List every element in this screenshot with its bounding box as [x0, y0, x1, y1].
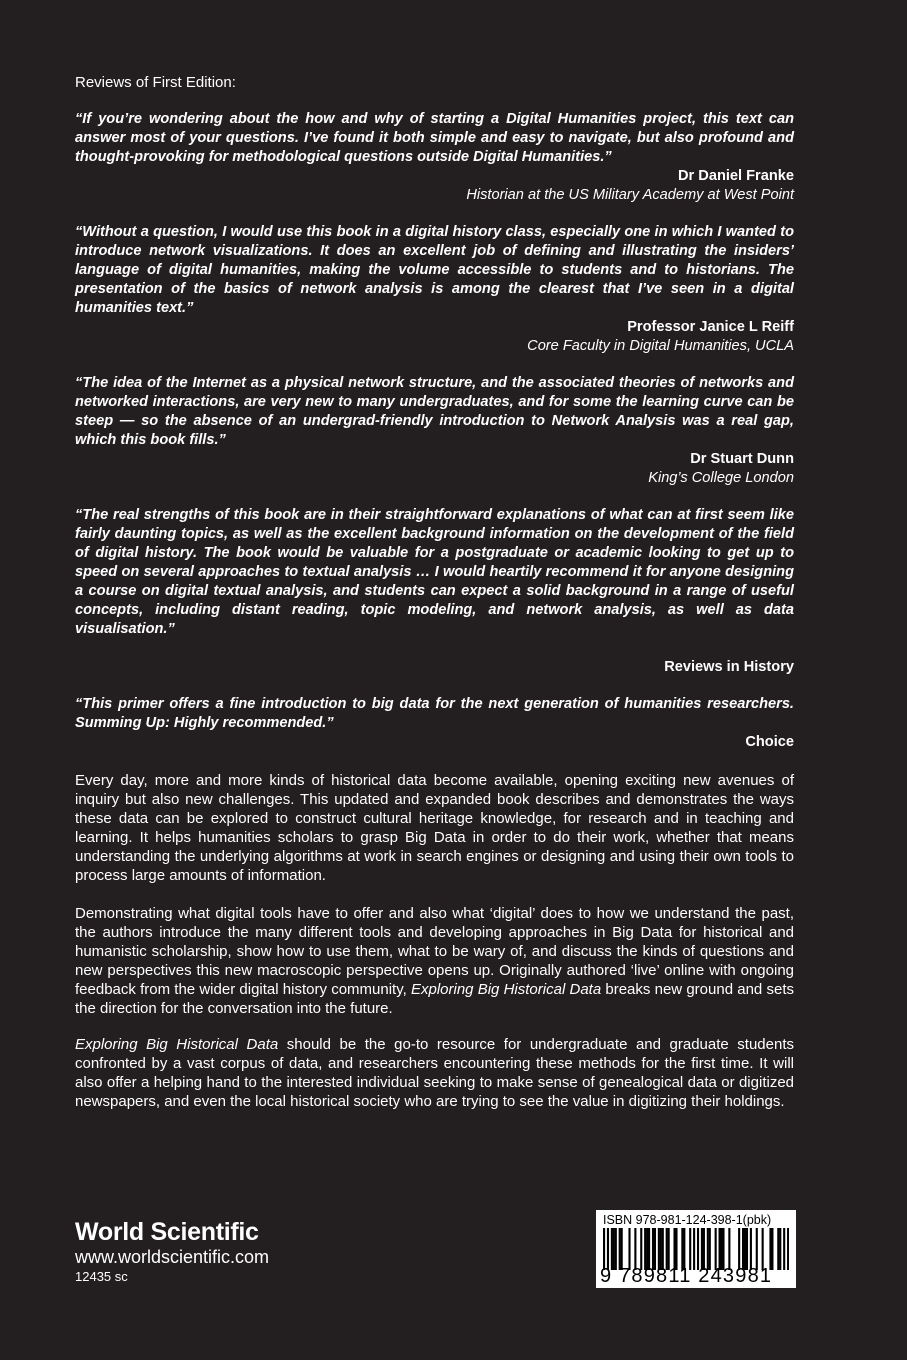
- description-text: should be the go-to resource for undergraduate and graduate students confronted by a vast corpus of data, and researchers encountering these methods for the first time. It will also offer a helping hand to the interested individual seeking to make sense of genealogical data or digitized newspapers, and even the local historical society who are trying to see the value in digitizing their holdings.: [75, 1036, 794, 1110]
- review-quote: “This primer offers a fine introduction to big data for the next generation of humanities researchers. Summing Up: Highly recommended.”: [75, 696, 794, 731]
- barcode-bar: [703, 1228, 705, 1270]
- barcode-bar: [648, 1228, 650, 1270]
- barcode-bar: [742, 1228, 744, 1270]
- publisher-url[interactable]: www.worldscientific.com: [75, 1247, 270, 1267]
- barcode-bar: [744, 1228, 746, 1270]
- review-quote: “The real strengths of this book are in their straightforward explanations of what can at first seem like fairly daunting topics, as well as the excellent background information on the development of the field of digital history. The book would be valuable for a postgraduate or academic looking to get up to speed on several approaches to textual analysis … I would heartily recommend it for anyone designing a course on digital textual analysis, and students can expect a solid background in a range of useful concepts, including distant reading, topic modeling, and network analysis, as well as data visualisation.”: [75, 507, 794, 637]
- barcode-bar: [660, 1228, 662, 1270]
- barcode-bar: [722, 1228, 724, 1270]
- barcode-bar: [652, 1228, 654, 1270]
- reviewer-affiliation: Historian at the US Military Academy at West Point: [466, 187, 794, 203]
- review-reiff: [75, 223, 794, 356]
- reviewer-affiliation: King’s College London: [648, 470, 794, 486]
- barcode-bar: [719, 1228, 721, 1270]
- barcode-bar: [697, 1228, 699, 1270]
- publisher-block: [75, 1218, 269, 1286]
- description-paragraph-1: Every day, more and more kinds of historical data become available, opening exciting new avenues of inquiry but also new challenges. This updated and expanded book describes and demonstrates the ways these data can be explored to construct cultural heritage knowledge, for research and in teaching and learning. It helps humanities scholars to grasp Big Data in order to do their work, whether that means understanding the underlying algorithms at work in search engines or designing and using their own tools to process large amounts of information.: [75, 772, 794, 884]
- isbn-barcode: [596, 1210, 796, 1288]
- barcode-bar: [673, 1228, 675, 1270]
- barcode-bar: [738, 1228, 740, 1270]
- review-franke: [75, 110, 794, 205]
- book-title: Exploring Big Historical Data: [410, 981, 602, 998]
- reviewer-name: Reviews in History: [664, 659, 794, 675]
- barcode-bar: [634, 1228, 636, 1270]
- review-quote: “Without a question, I would use this book in a digital history class, especially one in which I wanted to introduce network visualizations. It does an excellent job of defining and illustrating the insiders’ language of digital humanities, making the volume accessible to students and to historians. The presentation of the basics of network analysis is among the clearest that I’ve seen in a digital humanities text.”: [75, 224, 794, 316]
- barcode-bar: [662, 1228, 664, 1270]
- description-paragraph-3: [75, 1035, 794, 1111]
- barcode-bar: [615, 1228, 617, 1270]
- barcode-bar: [654, 1228, 656, 1270]
- barcode-bar: [666, 1228, 668, 1270]
- barcode-bar: [756, 1228, 758, 1270]
- barcode-digits: 9 789811 243981: [600, 1265, 773, 1287]
- publisher-name: World Scientific: [75, 1218, 259, 1246]
- review-quote: “If you’re wondering about the how and why of starting a Digital Humanities project, this text can answer most of your questions. I’ve found it both simple and easy to navigate, but also profound and thought-provoking for methodological questions outside Digital Humanities.”: [75, 111, 794, 165]
- barcode-bar: [683, 1228, 685, 1270]
- reviewer-name: Dr Daniel Franke: [678, 168, 794, 184]
- barcode-bar: [769, 1228, 771, 1270]
- barcode-bar: [621, 1228, 623, 1270]
- reviews-heading: Reviews of First Edition:: [75, 74, 236, 91]
- barcode-bar: [693, 1228, 695, 1270]
- barcode-bar: [762, 1228, 764, 1270]
- barcode-bar: [668, 1228, 670, 1270]
- barcode-bar: [675, 1228, 677, 1270]
- barcode-bar: [750, 1228, 752, 1270]
- barcode-bar: [787, 1228, 789, 1270]
- review-dunn: [75, 374, 794, 488]
- barcode-bar: [658, 1228, 660, 1270]
- review-reviews-in-history: [75, 506, 794, 677]
- reviewer-name: Professor Janice L Reiff: [627, 319, 794, 335]
- reviewer-name: Dr Stuart Dunn: [690, 451, 794, 467]
- barcode-bar: [715, 1228, 717, 1270]
- isbn-label: ISBN 978-981-124-398-1(pbk): [603, 1213, 772, 1227]
- description-text: breaks new ground and sets the direction for the conversation into the future.: [75, 981, 794, 1017]
- reviewer-affiliation: Core Faculty in Digital Humanities, UCLA: [527, 338, 794, 354]
- barcode-bar: [771, 1228, 773, 1270]
- reviewer-name: Choice: [745, 734, 794, 750]
- publisher-code: 12435 sc: [75, 1269, 128, 1284]
- barcode-bar: [681, 1228, 683, 1270]
- barcode-bar: [709, 1228, 711, 1270]
- review-quote: “The idea of the Internet as a physical network structure, and the associated theories of networks and networked interactions, are very new to many undergraduates, and for some the learning curve can be steep — so the absence of an undergrad-friendly introduction to Network Analysis was a real gap, which this book fills.”: [75, 375, 794, 448]
- barcode-bar: [628, 1228, 630, 1270]
- barcode-bar: [720, 1228, 722, 1270]
- barcode-bar: [746, 1228, 748, 1270]
- barcode-bar: [640, 1228, 642, 1270]
- barcode-bar: [728, 1228, 730, 1270]
- barcode-bar: [619, 1228, 621, 1270]
- barcode-bar: [613, 1228, 615, 1270]
- description-paragraph-2: [75, 904, 794, 1018]
- review-choice: [75, 695, 794, 752]
- barcode-bar: [611, 1228, 613, 1270]
- description-text: Demonstrating what digital tools have to offer and also what ‘digital’ does to how we understand the past, the authors introduce the many different tools and developing approaches in Big Data for historical and humanistic scholarship, show how to use them, what to be wary of, and discuss the kinds of questions and new perspectives this new macroscopic perspective opens up. Originally authored ‘live’ online with ongoing feedback from the wider digital history community,: [75, 905, 794, 998]
- barcode-bars: [603, 1228, 789, 1270]
- barcode-bar: [779, 1228, 781, 1270]
- barcode-bar: [707, 1228, 709, 1270]
- barcode-bar: [644, 1228, 646, 1270]
- barcode-bar: [701, 1228, 703, 1270]
- barcode-bar: [689, 1228, 691, 1270]
- barcode-bar: [607, 1228, 609, 1270]
- barcode-bar: [783, 1228, 785, 1270]
- barcode-bar: [646, 1228, 648, 1270]
- barcode-bar: [777, 1228, 779, 1270]
- book-title: Exploring Big Historical Data: [75, 1036, 279, 1053]
- barcode-bar: [603, 1228, 605, 1270]
